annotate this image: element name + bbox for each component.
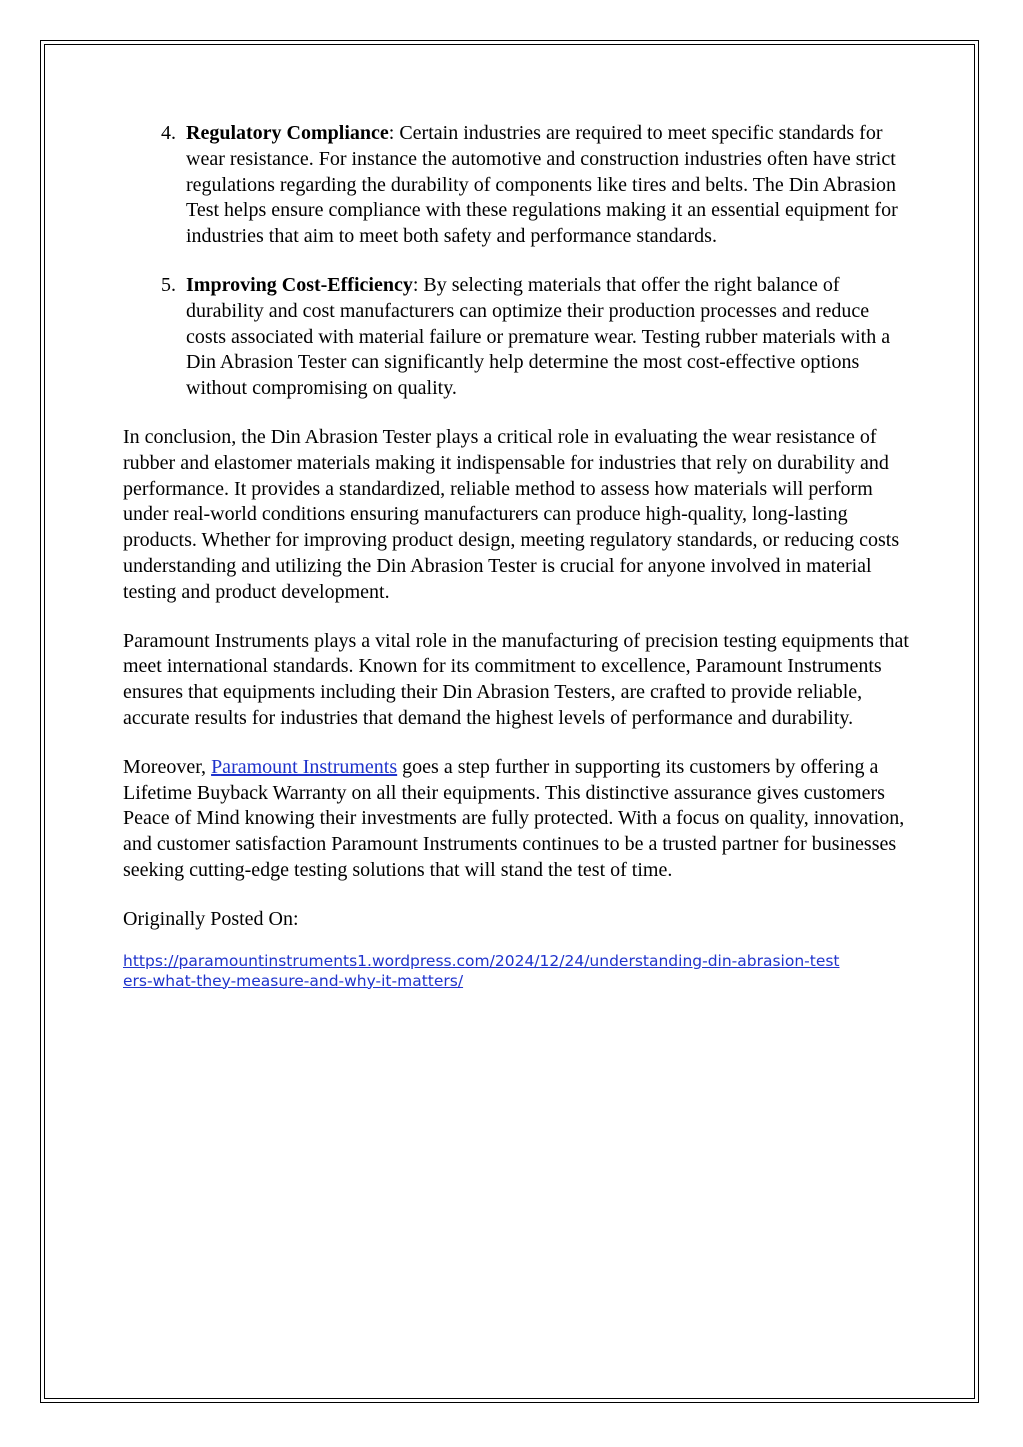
list-item-cost-efficiency	[123, 273, 913, 402]
list-number: 4.	[161, 122, 176, 144]
list-number: 5.	[161, 273, 176, 296]
originally-posted-label: Originally Posted On:	[123, 907, 299, 930]
source-url-link[interactable]: https://paramountinstruments1.wordpress.com/2024/12/24/understanding-din-abrasion-testers-what-they-measure-and-why-it-matters/	[123, 951, 840, 990]
conclusion-paragraph: In conclusion, the Din Abrasion Tester plays a critical role in evaluating the wear resistance of rubber and elastomer materials making it indispensable for industries that rely on durability and performance. It provides a standardized, reliable method to assess how materials will perform under real-world conditions ensuring manufacturers can produce high-quality, long-lasting products. Whether for improving product design, meeting regulatory standards, or reducing costs understanding and utilizing the Din Abrasion Tester is crucial for anyone involved in material testing and product development.	[123, 425, 900, 603]
moreover-prefix: Moreover,	[123, 755, 212, 778]
list-item-text: : By selecting materials that offer the right balance of durability and cost manufacturers can optimize their production processes and reduce costs associated with material failure or premature wear. Testing rubber materials with a Din Abrasion Tester can significantly help determine the most cost-effective options without compromising on quality.	[186, 273, 891, 400]
moreover-suffix: goes a step further in supporting its customers by offering a Lifetime Buyback Warranty on all their equipments. This distinctive assurance gives customers Peace of Mind knowing their investments are fully protected. With a focus on quality, innovation, and customer satisfaction Paramount Instruments continues to be a trusted partner for businesses seeking cutting-edge testing solutions that will stand the test of time.	[123, 755, 905, 881]
paramount-instruments-link[interactable]: Paramount Instruments	[211, 755, 398, 778]
list-item-body	[186, 273, 913, 402]
document-content	[123, 121, 913, 991]
paramount-paragraph: Paramount Instruments plays a vital role in the manufacturing of precision testing equipments that meet international standards. Known for its commitment to excellence, Paramount Instruments ensures that equipments including their Din Abrasion Testers, are crafted to provide reliable, accurate results for industries that demand the highest levels of performance and durability.	[123, 629, 909, 729]
moreover-paragraph	[123, 755, 913, 884]
list-item-body	[186, 121, 913, 250]
list-item-title: Improving Cost-Efficiency	[186, 273, 413, 296]
list-item-title: Regulatory Compliance	[186, 122, 389, 144]
list-item-regulatory-compliance	[123, 121, 913, 250]
list-item-text: : Certain industries are required to meet specific standards for wear resistance. For instance the automotive and construction industries often have strict regulations regarding the durability of components like tires and belts. The Din Abrasion Test helps ensure compliance with these regulations making it an essential equipment for industries that aim to meet both safety and performance standards.	[186, 122, 898, 248]
